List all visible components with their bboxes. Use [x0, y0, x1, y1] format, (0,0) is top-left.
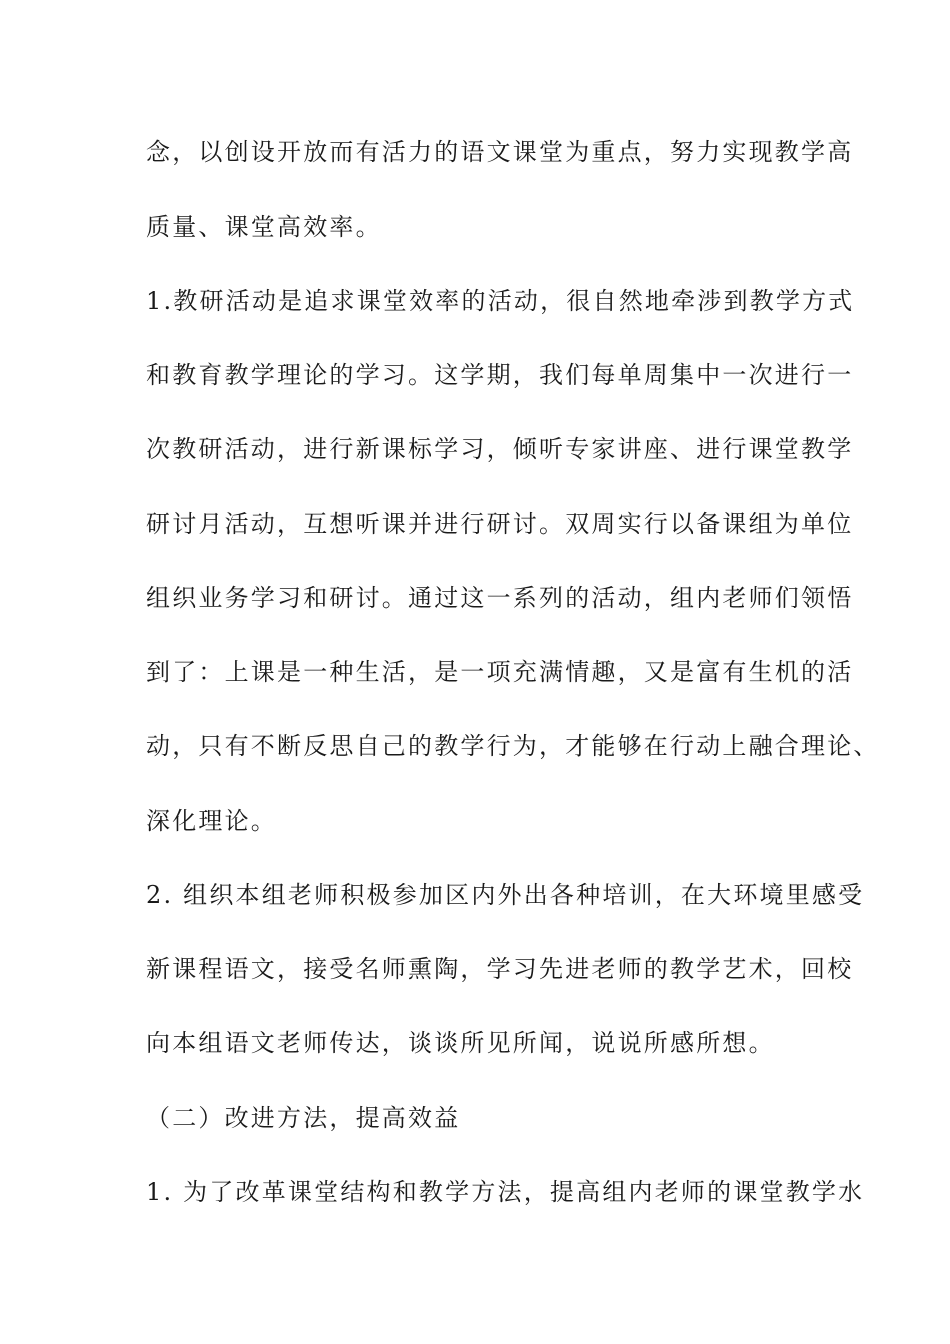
text-line: 1.教研活动是追求课堂效率的活动，很自然地牵涉到教学方式 [146, 287, 855, 315]
text-line: 1. 为了改革课堂结构和教学方法，提高组内老师的课堂教学水 [146, 1178, 865, 1206]
text-line: 质量、课堂高效率。 [146, 213, 382, 241]
section-heading: （二）改进方法，提高效益 [146, 1104, 461, 1132]
text-line: 动，只有不断反思自己的教学行为，才能够在行动上融合理论、 [146, 732, 880, 760]
text-line: 研讨月活动，互想听课并进行研讨。双周实行以备课组为单位 [146, 510, 854, 538]
text-line: 向本组语文老师传达，谈谈所见所闻，说说所感所想。 [146, 1029, 775, 1057]
text-line: 和教育教学理论的学习。这学期，我们每单周集中一次进行一 [146, 361, 854, 389]
text-line: 新课程语文，接受名师熏陶，学习先进老师的教学艺术，回校 [146, 955, 854, 983]
text-line: 深化理论。 [146, 807, 277, 835]
text-line: 2. 组织本组老师积极参加区内外出各种培训，在大环境里感受 [146, 881, 865, 909]
text-line: 次教研活动，进行新课标学习，倾听专家讲座、进行课堂教学 [146, 435, 854, 463]
text-line: 到了：上课是一种生活，是一项充满情趣，又是富有生机的活 [146, 658, 854, 686]
text-line: 组织业务学习和研讨。通过这一系列的活动，组内老师们领悟 [146, 584, 854, 612]
text-line: 念，以创设开放而有活力的语文课堂为重点，努力实现教学高 [146, 138, 854, 166]
